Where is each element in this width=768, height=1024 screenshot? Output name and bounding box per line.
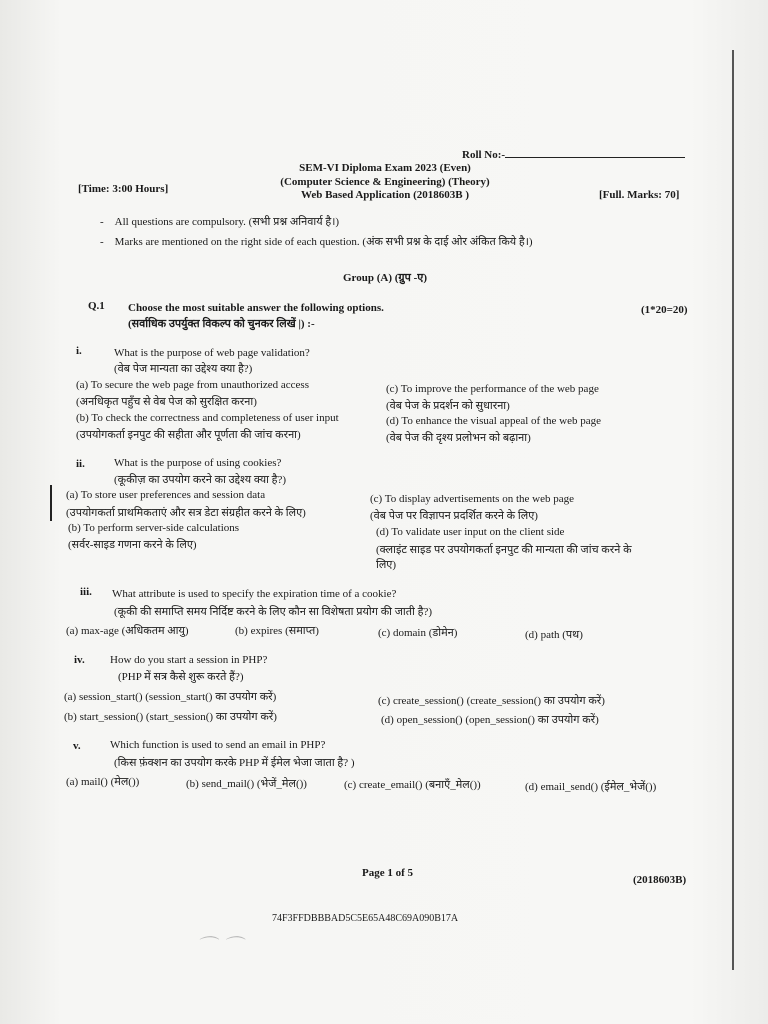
option-a: (a) max-age (अधिकतम आयु) xyxy=(66,625,189,637)
question-number: iv. xyxy=(74,654,85,666)
paper-hash: 74F3FFDBBBAD5C5E65A48C69A090B17A xyxy=(272,913,459,924)
option-c: (c) domain (डोमेन) xyxy=(378,627,458,639)
question-text-hindi: (कूकी की समाप्ति समय निर्दिष्ट करने के लिए कौन सा विशेषता प्रयोग की जाती है?) xyxy=(114,606,433,618)
pen-mark xyxy=(50,485,52,521)
option-b: (b) expires (समाप्त) xyxy=(235,625,319,637)
question-number: iii. xyxy=(80,586,92,598)
question-text-hindi: (किस फ़ंक्शन का उपयोग करके PHP में ईमेल भेजा जाता है? ) xyxy=(114,757,355,769)
option-c: (c) create_email() (बनाएँ_मेल()) xyxy=(344,779,481,791)
option-c-hindi: (वेब पेज पर विज्ञापन प्रदर्शित करने के लिए) xyxy=(370,510,538,522)
option-d-hindi: (वेब पेज की दृश्य प्रलोभन को बढ़ाना) xyxy=(386,432,531,444)
option-d-hindi: (क्लाइंट साइड पर उपयोगकर्ता इनपुट की मान्यता की जांच करने के xyxy=(376,544,632,556)
question-text: What attribute is used to specify the expiration time of a cookie? xyxy=(112,588,397,600)
group-title: Group (A) (ग्रुप -ए) xyxy=(342,272,428,284)
option-a: (a) mail() (मेल()) xyxy=(66,776,140,788)
option-d: (d) To validate user input on the client side xyxy=(376,526,565,538)
option-a-hindi: (उपयोगकर्ता प्राथमिकताएं और सत्र डेटा संग्रहीत करने के लिए) xyxy=(66,507,306,519)
instruction-text: All questions are compulsory. (सभी प्रश्न अनिवार्य है।) xyxy=(114,216,340,228)
question-text: What is the purpose of using cookies? xyxy=(114,457,282,469)
q1-number: Q.1 xyxy=(88,300,105,312)
q1-title: Choose the most suitable answer the following options. xyxy=(128,302,384,314)
option-b: (b) send_mail() (भेजें_मेल()) xyxy=(186,778,307,790)
instruction-text: Marks are mentioned on the right side of each question. (अंक सभी प्रश्न के दाई ओर अंकित किये है।) xyxy=(114,236,533,248)
q1-title-hindi: (सर्वाधिक उपर्युक्त विकल्प को चुनकर लिखें |) :- xyxy=(128,318,315,330)
option-b: (b) To perform server-side calculations xyxy=(68,522,240,534)
option-a: (a) To store user preferences and session data xyxy=(66,489,266,501)
option-d: (d) path (पथ) xyxy=(525,629,583,641)
full-marks: [Full. Marks: 70] xyxy=(599,189,680,201)
question-number: ii. xyxy=(76,458,85,470)
option-b-hindi: (सर्वर-साइड गणना करने के लिए) xyxy=(68,539,197,551)
instruction-item: - Marks are mentioned on the right side of each question. (अंक सभी प्रश्न के दाई ओर अंकित किये है।) xyxy=(100,236,533,248)
instruction-item: - All questions are compulsory. (सभी प्रश्न अनिवार्य है।) xyxy=(100,216,340,228)
subject-title: Web Based Application (2018603B ) xyxy=(300,189,470,201)
question-number: v. xyxy=(73,740,81,752)
page-number: Page 1 of 5 xyxy=(362,867,414,879)
exam-time: [Time: 3:00 Hours] xyxy=(78,183,169,195)
question-text-hindi: (कूकीज़ का उपयोग करने का उद्देश्य क्या है?) xyxy=(114,474,287,486)
question-text: Which function is used to send an email in PHP? xyxy=(110,739,326,751)
option-a-hindi: (अनधिकृत पहुँच से वेब पेज को सुरक्षित करना) xyxy=(76,396,257,408)
faint-scribble: ⌒ ⌒ xyxy=(196,934,243,958)
option-c: (c) create_session() (create_session() का उपयोग करें) xyxy=(378,695,605,707)
option-b-hindi: (उपयोगकर्ता इनपुट की सहीता और पूर्णता की जांच करना) xyxy=(76,429,301,441)
question-text: How do you start a session in PHP? xyxy=(110,654,268,666)
question-text: What is the purpose of web page validation? xyxy=(114,347,310,359)
option-d: (d) open_session() (open_session() का उपयोग करें) xyxy=(381,714,599,726)
roll-underline xyxy=(505,147,685,158)
roll-label: Roll No:- xyxy=(462,149,506,161)
question-text-hindi: (वेब पेज मान्यता का उद्देश्य क्या है?) xyxy=(114,363,253,375)
question-text-hindi: (PHP में सत्र कैसे शुरू करते हैं?) xyxy=(118,671,244,683)
option-a: (a) session_start() (session_start() का उपयोग करें) xyxy=(64,691,277,703)
page-edge-line xyxy=(732,50,734,970)
option-d-hindi-cont: लिए) xyxy=(376,559,397,571)
option-b: (b) To check the correctness and completeness of user input xyxy=(76,412,339,424)
option-b: (b) start_session() (start_session() का उपयोग करें) xyxy=(64,711,277,723)
option-c: (c) To display advertisements on the web page xyxy=(370,493,574,505)
branch-title: (Computer Science & Engineering) (Theory) xyxy=(280,176,490,188)
q1-marks: (1*20=20) xyxy=(641,304,688,316)
roll-number-field xyxy=(462,147,685,161)
paper-code: (2018603B) xyxy=(633,874,687,886)
option-d: (d) email_send() (ईमेल_भेजें()) xyxy=(525,781,657,793)
exam-title: SEM-VI Diploma Exam 2023 (Even) xyxy=(299,162,471,174)
option-c: (c) To improve the performance of the web page xyxy=(386,383,599,395)
option-d: (d) To enhance the visual appeal of the web page xyxy=(386,415,601,427)
question-number: i. xyxy=(76,345,82,357)
option-c-hindi: (वेब पेज के प्रदर्शन को सुधारना) xyxy=(386,400,510,412)
option-a: (a) To secure the web page from unauthorized access xyxy=(76,379,309,391)
